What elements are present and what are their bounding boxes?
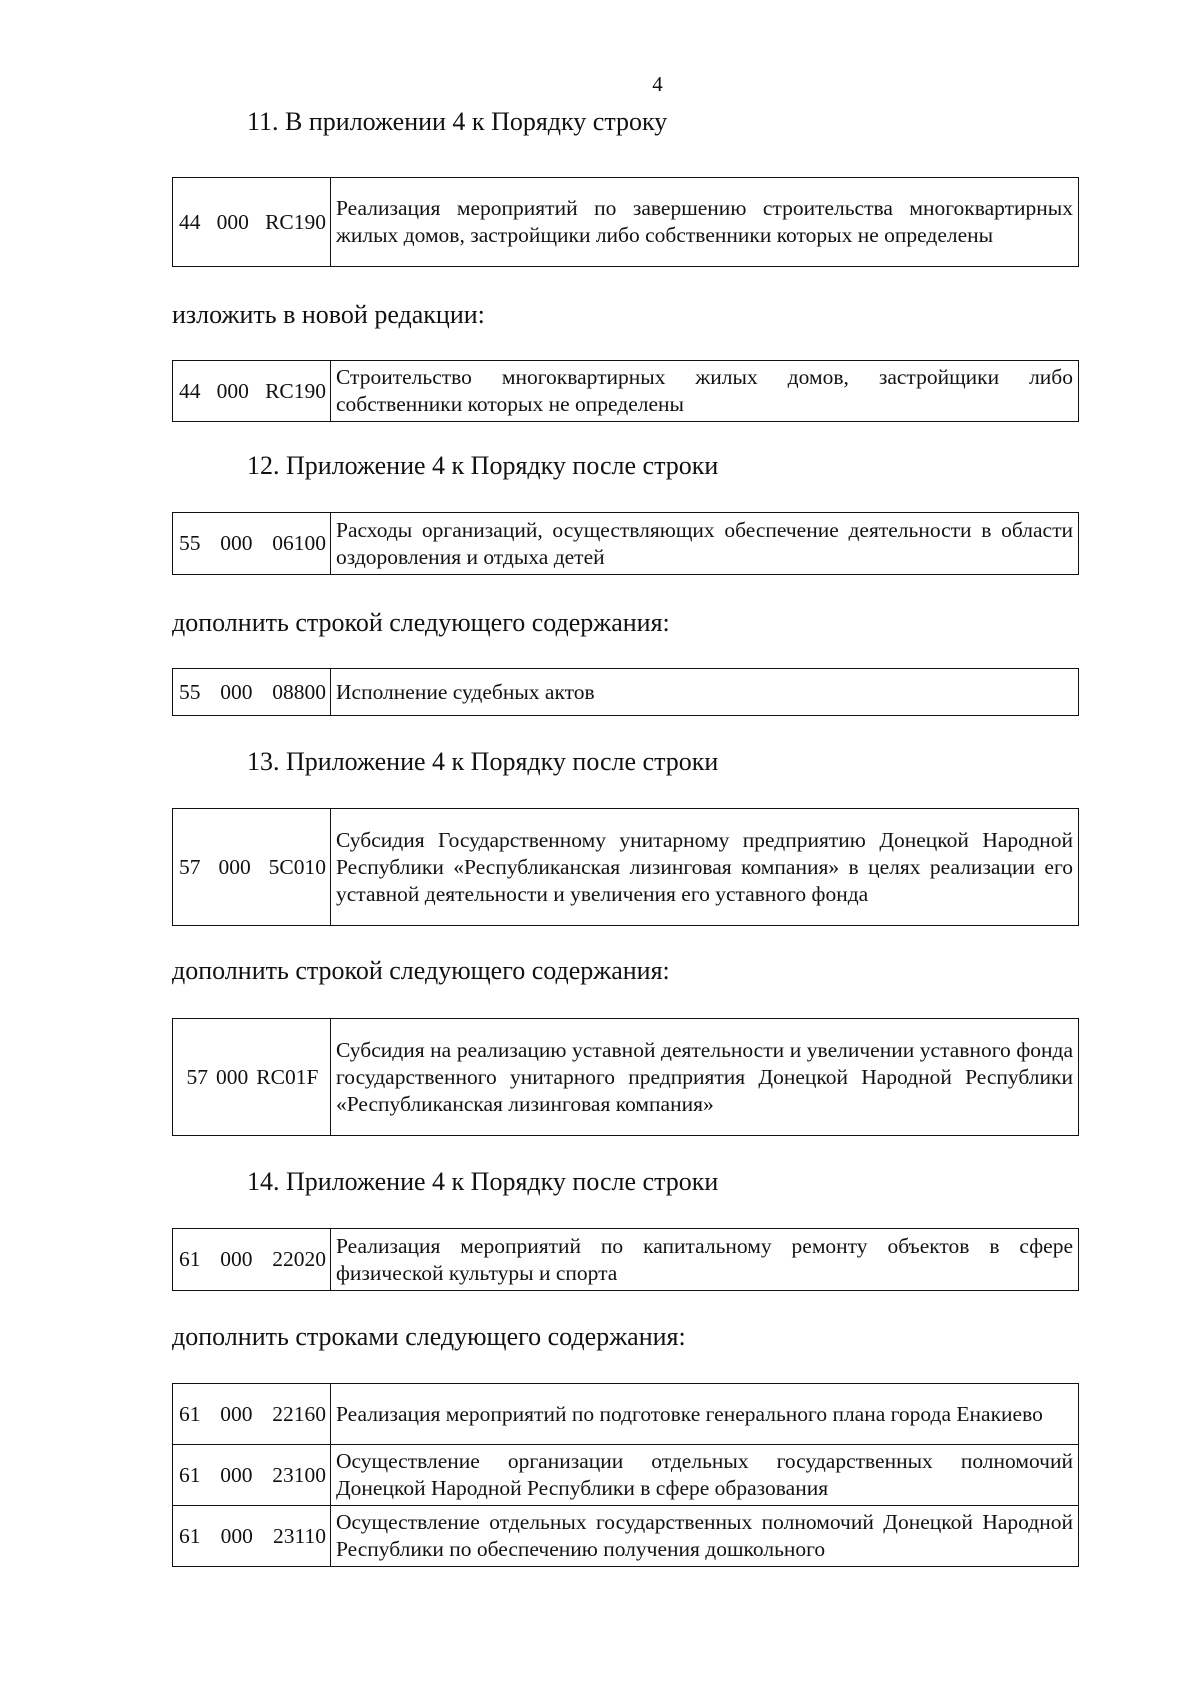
section-12-original-row-table xyxy=(172,512,1079,575)
code-part-1: 61 xyxy=(179,1247,201,1271)
budget-code-cell xyxy=(173,1384,331,1445)
code-part-2: 000 xyxy=(220,679,253,704)
section-11-heading: 11. В приложении 4 к Порядку строку xyxy=(247,107,668,136)
code-part-3: 22020 xyxy=(272,1247,326,1271)
code-part-3: 06100 xyxy=(272,531,326,555)
code-part-3: 23100 xyxy=(272,1462,326,1487)
table-row xyxy=(173,178,1079,267)
section-14-heading: 14. Приложение 4 к Порядку после строки xyxy=(247,1167,719,1196)
code-part-3: 5С010 xyxy=(268,854,326,879)
section-12-new-row-table xyxy=(172,668,1079,716)
code-part-1: 61 xyxy=(179,1462,201,1487)
table-row xyxy=(173,809,1079,926)
code-part-1: 61 xyxy=(179,1523,201,1548)
table-row xyxy=(173,1506,1079,1567)
code-part-1: 61 xyxy=(179,1401,201,1426)
code-part-2: 000 xyxy=(220,1523,253,1548)
section-12-instruction: дополнить строкой следующего содержания: xyxy=(172,608,670,637)
code-part-2: 000 xyxy=(216,1064,249,1089)
section-12-heading: 12. Приложение 4 к Порядку после строки xyxy=(247,451,719,480)
section-13-heading: 13. Приложение 4 к Порядку после строки xyxy=(247,747,719,776)
code-part-1: 44 xyxy=(179,378,201,403)
table-row xyxy=(173,669,1079,716)
table-row xyxy=(173,361,1079,422)
table-row xyxy=(173,1019,1079,1136)
code-part-2: 000 xyxy=(220,1462,253,1487)
budget-code-cell xyxy=(173,809,331,926)
code-part-2: 000 xyxy=(216,209,249,234)
code-part-2: 000 xyxy=(220,1401,253,1426)
section-13-new-row-table xyxy=(172,1018,1079,1136)
code-part-1: 55 xyxy=(179,679,201,704)
code-part-2: 000 xyxy=(218,854,251,879)
budget-code-cell xyxy=(173,1506,331,1567)
section-13-instruction: дополнить строкой следующего содержания: xyxy=(172,956,670,985)
page-number: 4 xyxy=(652,72,663,96)
table-row xyxy=(173,1229,1079,1291)
budget-code-cell xyxy=(173,1229,331,1291)
budget-code-cell xyxy=(173,1445,331,1506)
budget-code-cell xyxy=(173,361,331,422)
code-part-3: RC190 xyxy=(265,209,326,234)
code-part-3: RC190 xyxy=(265,378,326,403)
description-cell: Субсидия на реализацию уставной деятельности и увеличении уставного фонда государственного унитарного предприятия Донецкой Народной Республики «Республиканская лизинговая компания» xyxy=(331,1019,1079,1136)
code-part-2: 000 xyxy=(220,531,253,555)
table-row xyxy=(173,513,1079,575)
code-part-3: 08800 xyxy=(272,679,326,704)
code-part-2: 000 xyxy=(220,1247,253,1271)
section-13-original-row-table xyxy=(172,808,1079,926)
description-cell: Осуществление отдельных государственных полномочий Донецкой Народной Республики по обеспечению получения дошкольного xyxy=(331,1506,1079,1567)
code-part-3: 22160 xyxy=(272,1401,326,1426)
budget-code-cell xyxy=(173,1019,331,1136)
budget-code-cell xyxy=(173,669,331,716)
description-cell: Реализация мероприятий по подготовке генерального плана города Енакиево xyxy=(331,1384,1079,1445)
description-cell: Реализация мероприятий по капитальному ремонту объектов в сфере физической культуры и спорта xyxy=(331,1229,1079,1291)
budget-code-cell xyxy=(173,178,331,267)
description-cell: Строительство многоквартирных жилых домов, застройщики либо собственники которых не определены xyxy=(331,361,1079,422)
section-14-new-rows-table xyxy=(172,1383,1079,1567)
section-14-instruction: дополнить строками следующего содержания: xyxy=(172,1322,686,1351)
code-part-1: 57 xyxy=(179,854,201,879)
table-row xyxy=(173,1445,1079,1506)
code-part-1: 57 xyxy=(186,1064,209,1089)
description-cell: Осуществление организации отдельных государственных полномочий Донецкой Народной Республики в сфере образования xyxy=(331,1445,1079,1506)
code-part-1: 44 xyxy=(179,209,201,234)
code-part-3: 23110 xyxy=(273,1523,326,1548)
description-cell: Исполнение судебных актов xyxy=(331,669,1079,716)
table-row xyxy=(173,1384,1079,1445)
description-cell: Расходы организаций, осуществляющих обеспечение деятельности в области оздоровления и отдыха детей xyxy=(331,513,1079,575)
code-part-1: 55 xyxy=(179,531,201,555)
description-cell: Субсидия Государственному унитарному предприятию Донецкой Народной Республики «Республиканская лизинговая компания» в целях реализации его уставной деятельности и увеличения его уставного фонда xyxy=(331,809,1079,926)
section-14-original-row-table xyxy=(172,1228,1079,1291)
description-cell: Реализация мероприятий по завершению строительства многоквартирных жилых домов, застройщики либо собственники которых не определены xyxy=(331,178,1079,267)
code-part-2: 000 xyxy=(216,378,249,403)
code-part-3: RC01F xyxy=(256,1064,319,1089)
section-11-instruction: изложить в новой редакции: xyxy=(172,300,485,329)
budget-code-cell xyxy=(173,513,331,575)
section-11-new-row-table xyxy=(172,360,1079,422)
section-11-original-row-table xyxy=(172,177,1079,267)
